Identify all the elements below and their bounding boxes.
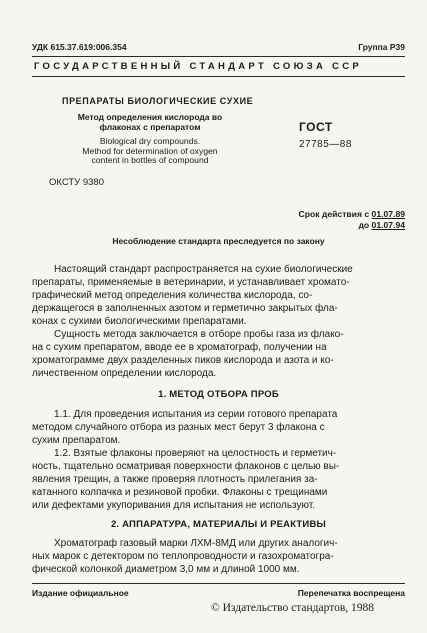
standard-banner: ГОСУДАРСТВЕННЫЙ СТАНДАРТ СОЮЗА ССР (34, 61, 363, 72)
top-rule (32, 56, 405, 57)
copyright: © Издательство стандартов, 1988 (211, 602, 375, 614)
validity-period (245, 209, 405, 231)
reprint-notice: Перепечатка воспрещена (297, 588, 405, 598)
introduction (32, 263, 405, 380)
text-line: личественном определении кислорода. (32, 368, 217, 379)
validity-to-prefix: до (358, 220, 370, 230)
text-line: Хроматограф газовый марки ЛХМ-8МД или других аналогич- (54, 538, 338, 549)
okstu-code: ОКСТУ 9380 (49, 177, 104, 188)
validity-label: Срок действия (298, 209, 362, 219)
text-line: конах с сухими биологическими препаратами. (32, 316, 247, 327)
text-line: Настоящий стандарт распространяется на сухие биологические (54, 264, 353, 275)
legal-warning: Несоблюдение стандарта преследуется по закону (112, 236, 325, 246)
footer-rule (32, 583, 405, 584)
text-line: 1.2. Взятые флаконы проверяют на целостность и герметич- (54, 448, 337, 459)
text-line: ность, тщательно осматривая поверхности флаконов с целью вы- (32, 461, 340, 472)
document-title: ПРЕПАРАТЫ БИОЛОГИЧЕСКИЕ СУХИЕ (62, 96, 254, 106)
english-title-line: Biological dry compounds. (99, 136, 201, 146)
section-2-body (32, 537, 405, 576)
text-line: держащегося в заполненных азотом и герметично закрытых фла- (32, 303, 338, 314)
gost-label: ГОСТ (299, 120, 333, 134)
banner-rule (32, 76, 405, 77)
text-line: фической колонкой диаметром 3,0 мм и длиной 1000 мм. (32, 564, 300, 575)
text-line: ных марок с детектором по теплопроводности и газохроматогра- (32, 551, 334, 562)
text-line: явления трещин, а также проверяя плотность прилегания за- (32, 474, 318, 485)
text-line: сухим препаратом. (32, 435, 121, 446)
section-2-heading: 2. АППАРАТУРА, МАТЕРИАЛЫ И РЕАКТИВЫ (110, 519, 327, 530)
text-line: или дефектами укупоривания для испытания не используют. (32, 500, 316, 511)
text-line: 1.1. Для проведения испытания из серии готового препарата (54, 409, 338, 420)
section-1-heading: 1. МЕТОД ОТБОРА ПРОБ (158, 389, 279, 400)
validity-from-prefix: с (364, 209, 370, 219)
validity-from-date: 01.07.89 (371, 209, 405, 219)
subtitle-line: флаконах с препаратом (99, 122, 201, 132)
text-line: на с сухим препаратом, вводе ее в хроматограф, получении на (32, 342, 327, 353)
section-1-body (32, 408, 405, 512)
text-line: препараты, применяемые в ветеринарии, и устанавливает хромато- (32, 277, 350, 288)
validity-to-date: 01.07.94 (371, 220, 405, 230)
document-subtitle (55, 112, 245, 132)
text-line: катанного колпачка и резиновой пробки. Флаконы с трещинами (32, 487, 328, 498)
official-edition: Издание официальное (32, 588, 129, 598)
gost-number: 27785—88 (299, 139, 352, 150)
english-title (50, 137, 250, 166)
text-line: графический метод определения количества кислорода, со- (32, 290, 313, 301)
text-line: Сущность метода заключается в отборе пробы газа из флако- (54, 329, 344, 340)
text-line: хроматограмме двух разделенных пиков кислорода и азота и ко- (32, 355, 334, 366)
english-title-line: Method for determination of oxygen (82, 145, 218, 156)
group-code: Группа Р39 (358, 42, 405, 52)
udk-code: УДК 615.37.619:006.354 (32, 42, 127, 52)
english-title-line: content in bottles of compound (91, 155, 209, 165)
text-line: методом случайного отбора из разных мест берут 3 флакона с (32, 422, 325, 433)
subtitle-line: Метод определения кислорода во (77, 112, 223, 122)
